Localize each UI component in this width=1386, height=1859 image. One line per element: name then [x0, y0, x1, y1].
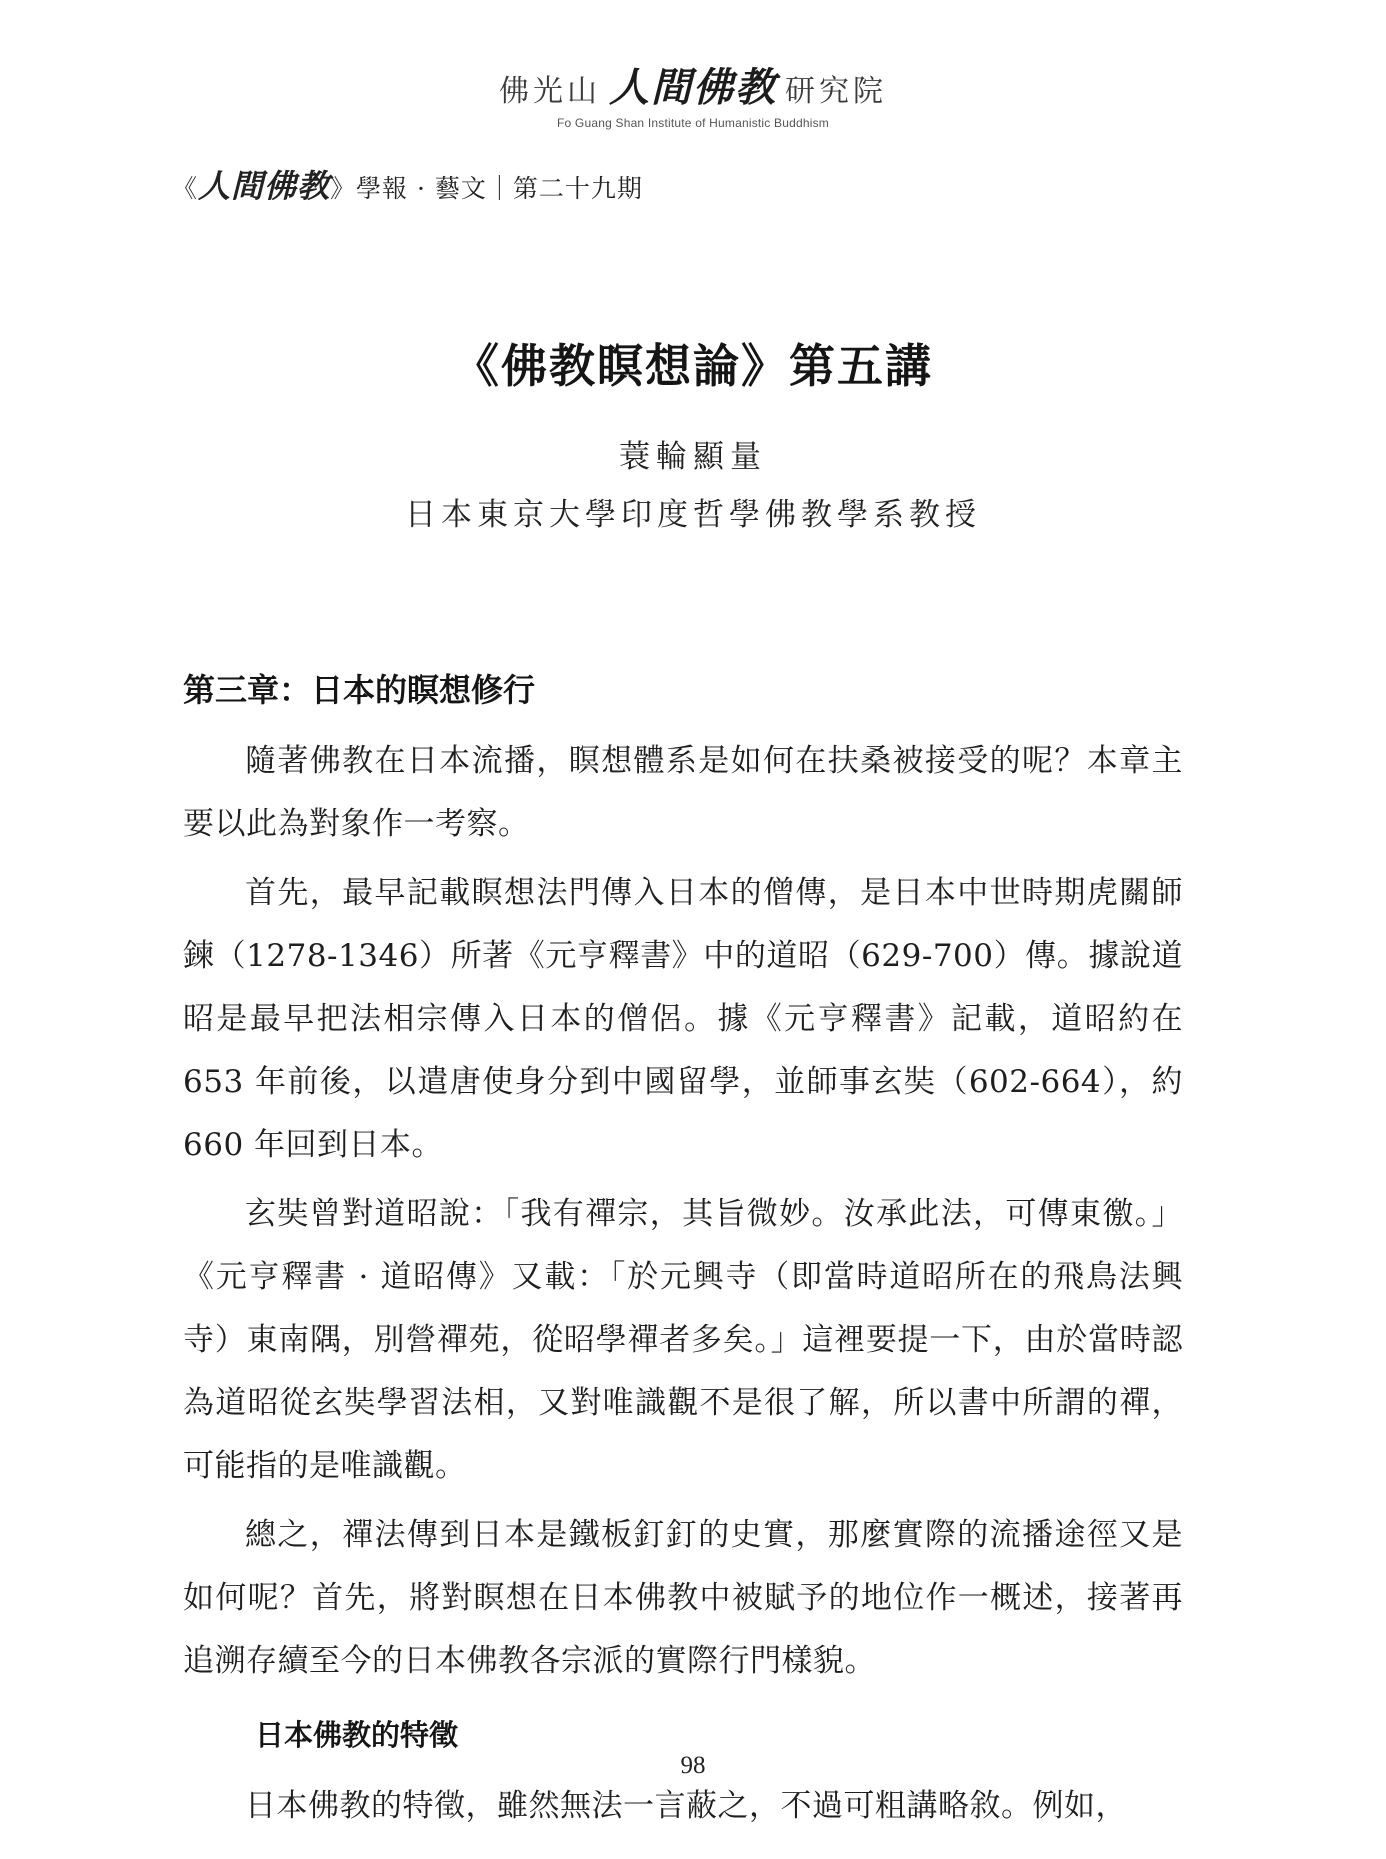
author-affiliation: 日本東京大學印度哲學佛教學系教授 — [405, 497, 981, 533]
paragraph: 總之，禪法傳到日本是鐵板釘釘的史實，那麼實際的流播途徑又是如何呢？首先，將對瞑想在日本佛教中被賦予的地位作一概述，接著再追溯存續至今的日本佛教各宗派的實際行門樣貌。 — [183, 1517, 1183, 1679]
author-name: 蓑輪顯量 — [619, 439, 767, 475]
paragraph: 首先，最早記載瞑想法門傳入日本的僧傳，是日本中世時期虎關師鍊（1278-1346）所著《元亨釋書》中的道昭（629-700）傳。據說道昭是最早把法相宗傳入日本的僧侶。據《元亨釋書》記載，道昭約在 653 年前後，以遣唐使身分到中國留學，並師事玄奘（602-664），約 660 年回到日本。 — [183, 875, 1183, 1163]
masthead-left-text: 佛光山 — [499, 74, 601, 109]
paragraph: 隨著佛教在日本流播，瞑想體系是如何在扶桑被接受的呢？本章主要以此為對象作一考察。 — [183, 743, 1183, 842]
running-head — [172, 166, 643, 209]
chapter-heading: 第三章：日本的瞑想修行 — [183, 671, 536, 709]
masthead-chinese — [0, 66, 1386, 114]
running-head-open: 《 — [172, 174, 199, 203]
journal-masthead — [0, 66, 1386, 130]
running-head-brand: 人間佛教 — [198, 167, 331, 205]
masthead-brand-logo: 人間佛教 — [609, 65, 777, 111]
section-heading: 日本佛教的特徵 — [255, 1718, 459, 1752]
article-body — [183, 660, 1183, 1844]
paragraph: 玄奘曾對道昭說：「我有禪宗，其旨微妙。汝承此法，可傳東徼。」《元亨釋書 · 道昭傳》又載：「於元興寺（即當時道昭所在的飛鳥法興寺）東南隅，別營禪苑，從昭學禪者多矣。」這裡要提一下，由於當時認為道昭從玄奘學習法相，又對唯識觀不是很了解，所以書中所謂的禪，可能指的是唯識觀。 — [183, 1196, 1183, 1484]
article-title: 《佛教瞑想論》第五講 — [453, 338, 933, 393]
page-number: 98 — [680, 1752, 706, 1779]
masthead-right-text: 研究院 — [785, 74, 887, 109]
paragraph: 日本佛教的特徵，雖然無法一言蔽之，不過可粗講略敘。例如， — [245, 1788, 1127, 1824]
running-head-rest: 》學報 · 藝文｜第二十九期 — [330, 174, 643, 203]
masthead-english: Fo Guang Shan Institute of Humanistic Buddhism — [556, 116, 829, 130]
